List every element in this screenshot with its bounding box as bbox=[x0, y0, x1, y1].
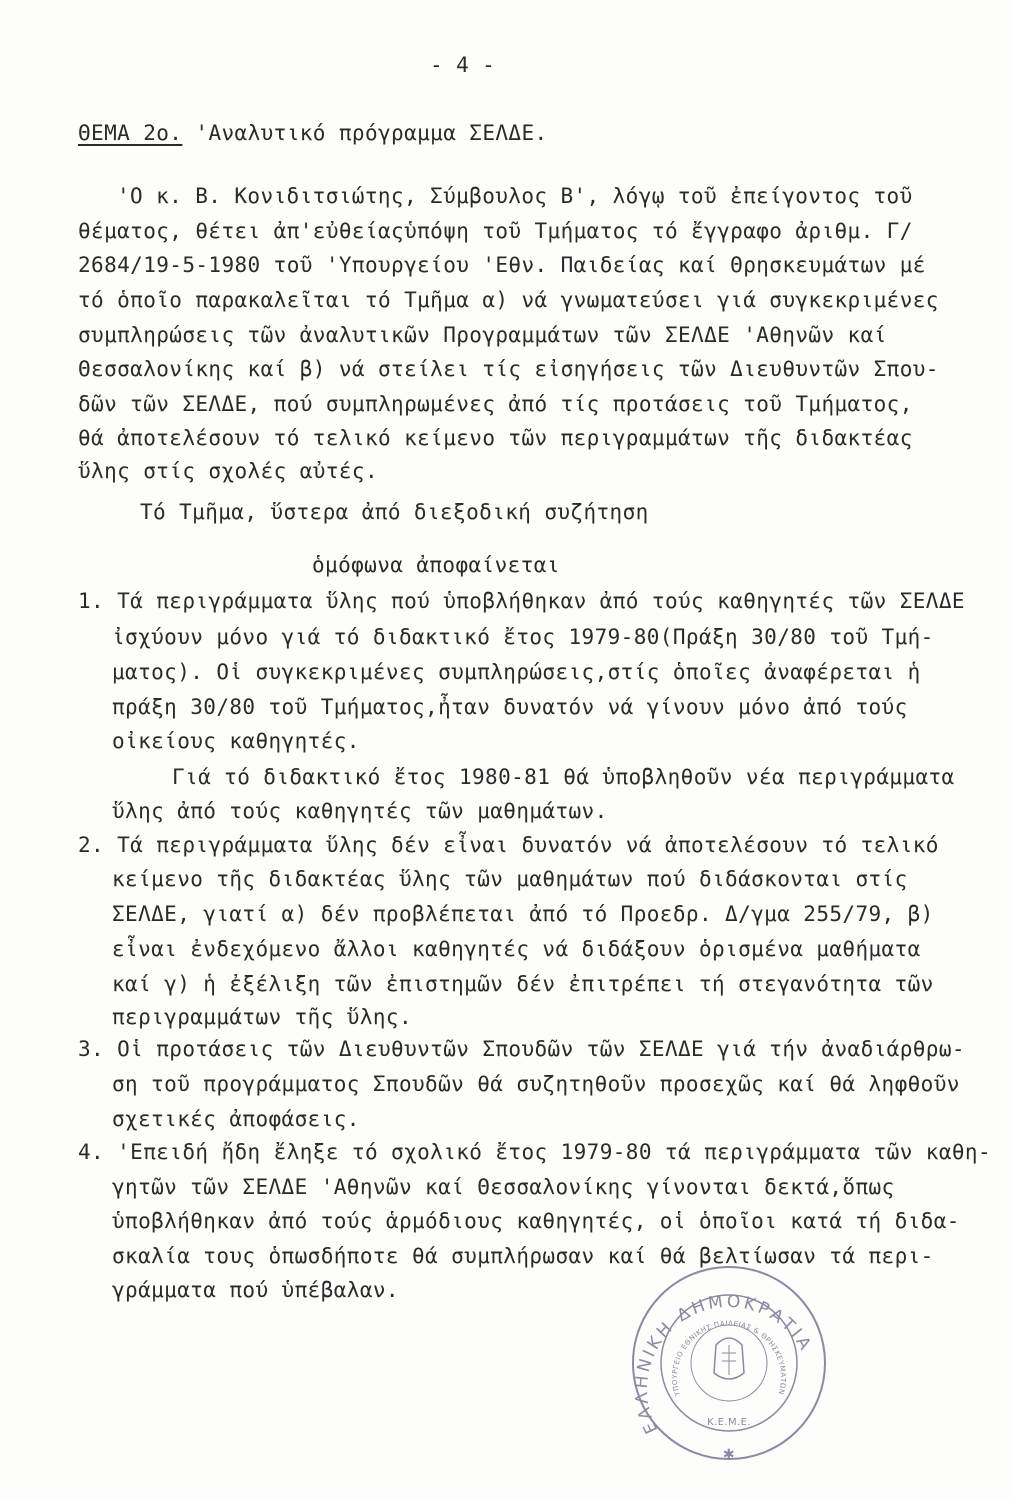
body-line: τό ὁποῖο παρακαλεῖται τό Τμῆμα α) νά γνωματεύσει γιά συγκεκριμένες bbox=[78, 288, 939, 312]
official-seal-stamp bbox=[628, 1245, 828, 1475]
body-line: ὕλης στίς σχολές αὐτές. bbox=[78, 459, 378, 483]
decision-line: ὁμόφωνα ἀποφαίνεται bbox=[312, 553, 560, 577]
body-line: 'Ο κ. Β. Κονιδιτσιώτης, Σύμβουλος Β', λόγῳ τοῦ ἐπείγοντος τοῦ bbox=[117, 184, 913, 208]
numbered-item-line: 2. Τά περιγράμματα ὕλης δέν εἶναι δυνατόν νά ἀποτελέσουν τό τελικό bbox=[78, 833, 939, 857]
seal-outer-text: ΕΛΛΗΝΙΚΗ ΔΗΜΟΚΡΑΤΙΑ bbox=[631, 1291, 817, 1437]
heading-label: ΘΕΜΑ 2ο. bbox=[78, 121, 183, 145]
body-line: ὕλης ἀπό τούς καθηγητές τῶν μαθημάτων. bbox=[112, 799, 608, 823]
body-line: κείμενο τῆς διδακτέας ὕλης τῶν μαθημάτων πού διδάσκονται στίς bbox=[112, 867, 908, 891]
body-line: ΣΕΛΔΕ, γιατί α) δέν προβλέπεται ἀπό τό Προεδρ. Δ/γμα 255/79, β) bbox=[112, 902, 934, 926]
body-line: σχετικές ἀποφάσεις. bbox=[112, 1107, 360, 1131]
body-line: γράμματα πού ὑπέβαλαν. bbox=[112, 1278, 399, 1302]
body-line: σκαλία τους ὁπωσδήποτε θά συμπλήρωσαν καί θά βελτίωσαν τά περι- bbox=[112, 1244, 934, 1268]
seal-inner-text: ΥΠΟΥΡΓΕΙΟ ΕΘΝΙΚΗΣ ΠΑΙΔΕΙΑΣ & ΘΡΗΣΚΕΥΜΑΤΩΝ bbox=[670, 1319, 788, 1397]
page-number: - 4 - bbox=[430, 53, 496, 77]
body-line: θέματος, θέτει ἀπ'εὐθείαςὑπόψη τοῦ Τμήματος τό ἔγγραφο ἀριθμ. Γ/ bbox=[78, 219, 913, 243]
numbered-item-line: 4. 'Επειδή ἤδη ἔληξε τό σχολικό ἔτος 1979-80 τά περιγράμματα τῶν καθη- bbox=[78, 1140, 992, 1164]
body-line: γητῶν τῶν ΣΕΛΔΕ 'Αθηνῶν καί Θεσσαλονίκης γίνονται δεκτά,ὅπως bbox=[112, 1175, 895, 1199]
body-line: Γιά τό διδακτικό ἔτος 1980-81 θά ὑποβληθοῦν νέα περιγράμματα bbox=[172, 765, 955, 789]
body-line: περιγραμμάτων τῆς ὕλης. bbox=[112, 1005, 412, 1029]
seal-star-icon: ✱ bbox=[722, 1447, 736, 1463]
section-heading bbox=[78, 120, 548, 146]
body-line: θά ἀποτελέσουν τό τελικό κείμενο τῶν περιγραμμάτων τῆς διδακτέας bbox=[78, 426, 913, 450]
body-line: ὑποβλήθηκαν ἀπό τούς ἁρμόδιους καθηγητές, οἱ ὁποῖοι κατά τή διδα- bbox=[112, 1209, 960, 1233]
body-line: πράξη 30/80 τοῦ Τμήματος,ἦταν δυνατόν νά γίνουν μόνο ἀπό τούς bbox=[112, 695, 908, 719]
seal-bottom-text: Κ.Ε.Μ.Ε. bbox=[707, 1417, 751, 1428]
numbered-item-line: 3. Οἱ προτάσεις τῶν Διευθυντῶν Σπουδῶν τῶν ΣΕΛΔΕ γιά τήν ἀναδιάρθρω- bbox=[78, 1037, 965, 1061]
body-line: δῶν τῶν ΣΕΛΔΕ, πού συμπληρωμένες ἀπό τίς προτάσεις τοῦ Τμήματος, bbox=[78, 392, 913, 416]
body-line: εἶναι ἐνδεχόμενο ἄλλοι καθηγητές νά διδάξουν ὁρισμένα μαθήματα bbox=[112, 937, 921, 961]
body-line: Θεσσαλονίκης καί β) νά στείλει τίς εἰσηγήσεις τῶν Διευθυντῶν Σπου- bbox=[78, 357, 939, 381]
body-line: Τό Τμῆμα, ὕστερα ἀπό διεξοδική συζήτηση bbox=[140, 500, 649, 524]
body-line: καί γ) ἡ ἐξέλιξη τῶν ἐπιστημῶν δέν ἐπιτρέπει τή στεγανότητα τῶν bbox=[112, 972, 934, 996]
heading-title: 'Αναλυτικό πρόγραμμα ΣΕΛΔΕ. bbox=[182, 121, 548, 145]
body-line: ση τοῦ προγράμματος Σπουδῶν θά συζητηθοῦν προσεχῶς καί θά ληφθοῦν bbox=[112, 1072, 960, 1096]
body-line: 2684/19-5-1980 τοῦ 'Υπουργείου 'Εθν. Παιδείας καί Θρησκευμάτων μέ bbox=[78, 253, 926, 277]
body-line: ἰσχύουν μόνο γιά τό διδακτικό ἔτος 1979-80(Πράξη 30/80 τοῦ Τμή- bbox=[112, 625, 934, 649]
body-line: ματος). Οἱ συγκεκριμένες συμπληρώσεις,στίς ὁποῖες ἀναφέρεται ἡ bbox=[112, 660, 921, 684]
body-line: συμπληρώσεις τῶν ἀναλυτικῶν Προγραμμάτων τῶν ΣΕΛΔΕ 'Αθηνῶν καί bbox=[78, 323, 887, 347]
numbered-item-line: 1. Τά περιγράμματα ὕλης πού ὑποβλήθηκαν ἀπό τούς καθηγητές τῶν ΣΕΛΔΕ bbox=[78, 589, 965, 613]
svg-text:ΕΛΛΗΝΙΚΗ ΔΗΜΟΚΡΑΤΙΑ bbox=[632, 1292, 816, 1437]
body-line: οἰκείους καθηγητές. bbox=[112, 729, 360, 753]
